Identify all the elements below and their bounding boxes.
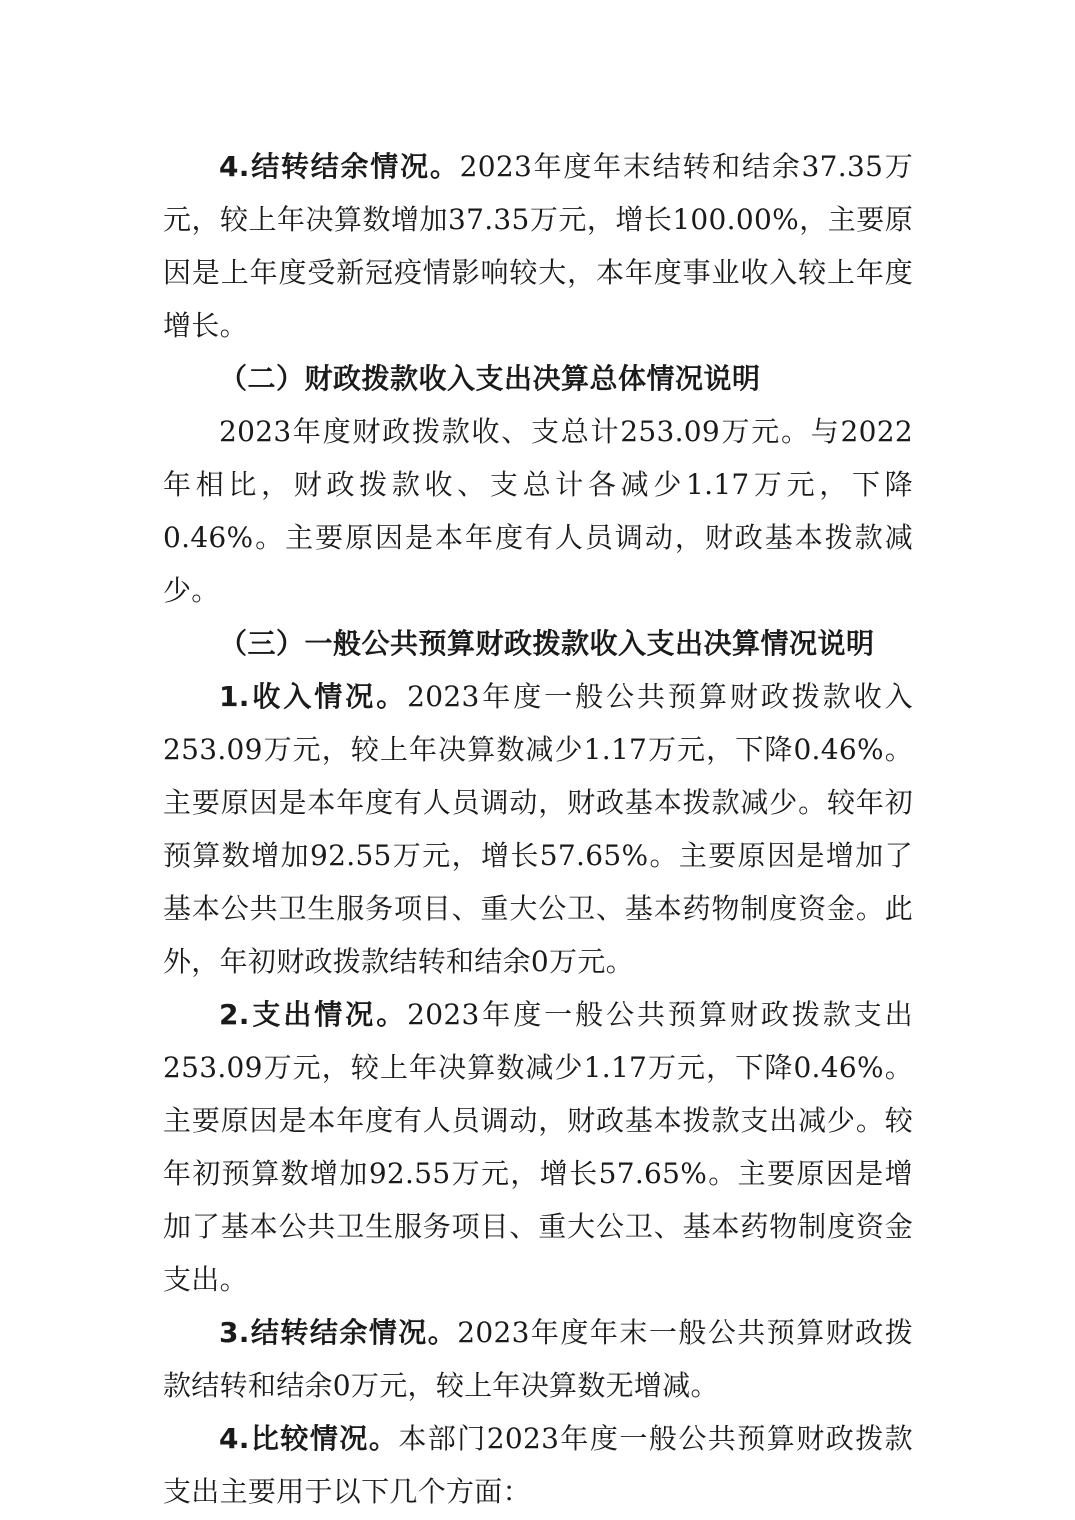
paragraph-text: 2023年度年末一般公共预算财政拨款结转和结余0万元，较上年决算数无增减。 <box>163 1316 914 1402</box>
paragraph-lead: 4.结转结余情况。 <box>219 150 460 183</box>
paragraph-text: 2023年度财政拨款收、支总计253.09万元。与2022年相比，财政拨款收、支总计各减少1.17万元，下降0.46%。主要原因是本年度有人员调动，财政基本拨款减少。 <box>163 415 913 607</box>
paragraph-lead: 4.比较情况。 <box>219 1422 399 1455</box>
paragraph-expenditure <box>163 988 913 1306</box>
paragraph-carryover-balance <box>163 140 913 352</box>
paragraph-lead: 2.支出情况。 <box>219 998 408 1031</box>
paragraph-lead: 3.结转结余情况。 <box>219 1316 458 1349</box>
paragraph-text: 本部门2023年度一般公共预算财政拨款支出主要用于以下几个方面： <box>163 1422 913 1508</box>
paragraph-text: 2023年度年末结转和结余37.35万元，较上年决算数增加37.35万元，增长100.00%，主要原因是上年度受新冠疫情影响较大，本年度事业收入较上年度增长。 <box>163 150 913 342</box>
paragraph-comparison <box>163 1412 913 1518</box>
paragraph-lead: 1.收入情况。 <box>219 680 408 713</box>
section-heading-general-budget: （三）一般公共预算财政拨款收入支出决算情况说明 <box>219 627 875 660</box>
paragraph-income <box>163 670 913 988</box>
paragraph-text: 2023年度一般公共预算财政拨款收入253.09万元，较上年决算数减少1.17万元，下降0.46%。主要原因是本年度有人员调动，财政基本拨款减少。较年初预算数增加92.55万元，增长57.65%。主要原因是增加了基本公共卫生服务项目、重大公卫、基本药物制度资金。此外，年初财政拨款结转和结余0万元。 <box>163 680 913 978</box>
document-body <box>163 140 913 1518</box>
paragraph-fiscal-overview <box>163 405 913 617</box>
section-heading-fiscal-overview: （二）财政拨款收入支出决算总体情况说明 <box>219 362 761 395</box>
paragraph-general-carryover <box>163 1306 913 1412</box>
paragraph-text: 2023年度一般公共预算财政拨款支出253.09万元，较上年决算数减少1.17万元，下降0.46%。主要原因是本年度有人员调动，财政基本拨款支出减少。较年初预算数增加92.55万元，增长57.65%。主要原因是增加了基本公共卫生服务项目、重大公卫、基本药物制度资金支出。 <box>163 998 913 1296</box>
